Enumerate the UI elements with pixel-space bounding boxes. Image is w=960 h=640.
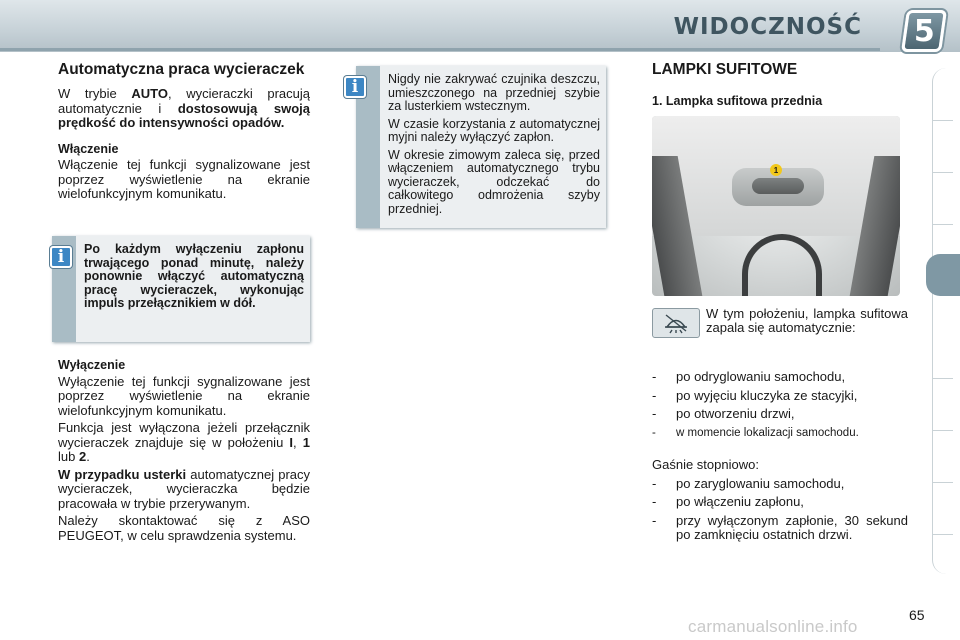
tab-divider — [933, 224, 953, 225]
section-heading-auto-wipers: Automatyczna praca wycieraczek — [58, 61, 305, 78]
info-icon: i — [50, 246, 72, 268]
right-lists — [652, 370, 908, 547]
position-sep-1: , — [293, 434, 303, 450]
list-item: - po zaryglowaniu samochodu, — [652, 477, 908, 492]
off-intro: Gaśnie stopniowo: — [652, 457, 759, 472]
ceiling-lamp-switch-icon — [652, 308, 700, 338]
info-box-rain-sensor — [356, 66, 606, 228]
tab-divider — [933, 534, 953, 535]
chapter-tabs — [932, 68, 952, 574]
info-box-reactivate — [52, 236, 310, 342]
ceiling-lamp-photo — [652, 116, 900, 296]
auto-intro — [58, 87, 310, 131]
tab-divider — [933, 172, 953, 173]
page-title: WIDOCZNOŚĆ — [673, 14, 862, 40]
auto-intro-mid: , wycieraczki pracują automatycznie i — [58, 86, 310, 116]
info-rain-p2: W czasie korzystania z automatycznej myjni należy wyłączyć zapłon. — [388, 116, 600, 144]
photo-mirror — [742, 234, 822, 296]
tab-divider — [933, 482, 953, 483]
position-sep-2: lub — [58, 449, 79, 464]
off-title: Wyłączenie — [58, 358, 126, 372]
page-number: 65 — [909, 607, 925, 623]
info-reactivate-text: Po każdym wyłączeniu zapłonu trwającego ponad minutę, należy ponownie włączyć automatyczną pracę wycieraczek, wykonując impuls przełącznikiem w dół. — [84, 242, 304, 310]
list-item: - przy wyłączonym zapłonie, 30 sekund po zamknięciu ostatnich drzwi. — [652, 514, 908, 543]
front-lamp-subheading: 1. Lampka sufitowa przednia — [652, 94, 823, 108]
photo-lamp — [752, 178, 804, 194]
list-item: - po włączeniu zapłonu, — [652, 495, 908, 510]
list-item: - po wyjęciu kluczyka ze stacyjki, — [652, 389, 908, 404]
func-pre: Funkcja jest wyłączona jeżeli przełącznik wycieraczek znajduje się w położeniu — [58, 420, 310, 450]
on-title: Włączenie — [58, 141, 119, 156]
header-divider — [0, 48, 880, 51]
right-column — [652, 62, 908, 111]
on-list — [652, 370, 908, 440]
left-column-lower — [58, 358, 310, 546]
on-text: Włączenie tej funkcji sygnalizowane jest poprzez wyświetlenie na ekranie wielofunkcyjnym komunikatu. — [58, 157, 310, 201]
auto-intro-pre: W trybie — [58, 86, 132, 101]
left-column — [58, 62, 310, 205]
photo-marker: 1 — [770, 164, 782, 176]
tab-divider — [933, 378, 953, 379]
auto-intro-bold: dostosowują swoją prędkość do intensywności opadów. — [58, 100, 311, 130]
section-heading-ceiling-lamps: LAMPKI SUFITOWE — [652, 61, 798, 78]
list-item: - po otworzeniu drzwi, — [652, 407, 908, 422]
off-text: Wyłączenie tej funkcji sygnalizowane jest poprzez wyświetlenie na ekranie wielofunkcyjnym komunikatu. — [58, 373, 310, 418]
info-rain-p1: Nigdy nie zakrywać czujnika deszczu, umieszczonego na przedniej szybie za lusterkiem wstecznym. — [388, 72, 600, 113]
switch-description: W tym położeniu, lampka sufitowa zapala się automatycznie: — [706, 306, 908, 335]
tab-divider — [933, 120, 953, 121]
info-rain-p3: W okresie zimowym zaleca się, przed włączeniem automatycznego trybu wycieraczek, odczekać do całkowitego odmrożenia szyby przedniej. — [388, 147, 600, 216]
lamp-symbol-icon — [661, 312, 691, 334]
position-2: 1 — [302, 434, 310, 450]
fault-rest: automatycznej pracy wycieraczek, wycieraczka będzie pracowała w trybie przerywanym. — [58, 466, 310, 511]
position-1: I — [289, 434, 294, 450]
fault-text — [58, 468, 310, 512]
watermark: carmanualsonline.info — [688, 617, 858, 636]
off-list — [652, 477, 908, 543]
contact-text: Należy skontaktować się z ASO PEUGEOT, w celu sprawdzenia systemu. — [58, 513, 310, 543]
position-3: 2 — [78, 449, 87, 464]
chapter-number: 5 — [913, 13, 935, 49]
list-item: - w momencie lokalizacji samochodu. — [652, 426, 908, 441]
list-item: - po odryglowaniu samochodu, — [652, 370, 908, 385]
info-icon: i — [344, 76, 366, 98]
tab-active-chapter[interactable] — [926, 254, 960, 296]
func-text — [58, 421, 310, 465]
tab-divider — [933, 430, 953, 431]
chapter-badge — [901, 10, 947, 52]
fault-bold: W przypadku usterki — [58, 466, 187, 482]
position-end: . — [86, 449, 90, 464]
auto-mode-label: AUTO — [131, 86, 168, 101]
